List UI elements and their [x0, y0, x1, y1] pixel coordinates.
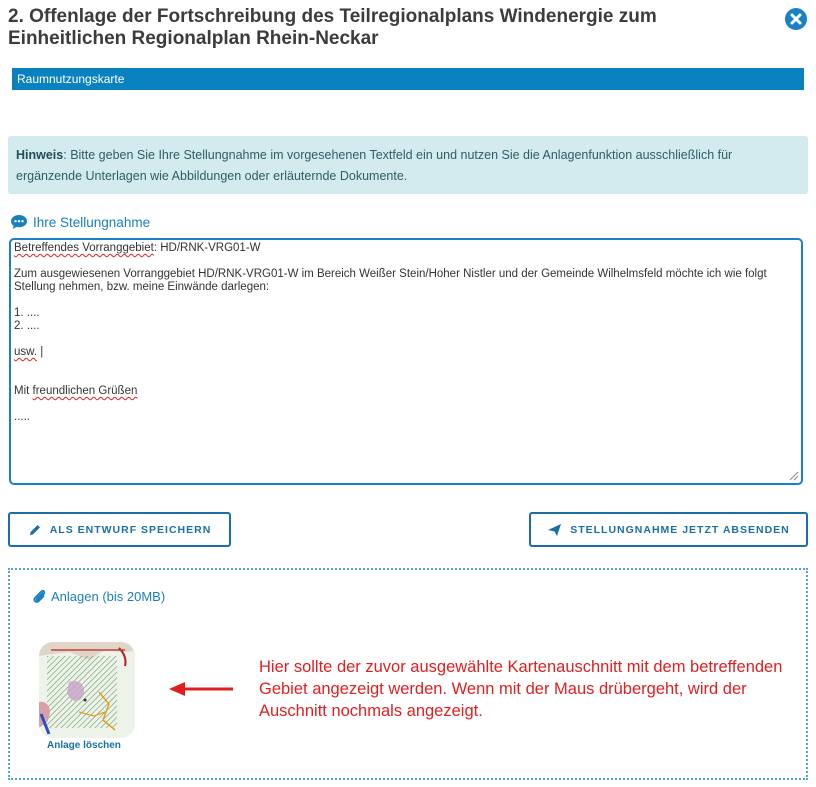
text-line-7: ..... [14, 411, 30, 423]
attachments-dropzone[interactable] [8, 568, 808, 780]
text-line-1b: : HD/RNK-VRG01-W [153, 242, 261, 254]
section-header-raumnutzungskarte[interactable]: Raumnutzungskarte [12, 68, 804, 90]
arrow-left-icon [167, 680, 237, 698]
hint-box [8, 136, 808, 194]
dialog-title-line-2: Einheitlichen Regionalplan Rhein-Neckar [8, 28, 379, 49]
attachments-label-text: Anlagen (bis 20MB) [51, 588, 166, 604]
text-line-3: 1. .... [14, 307, 40, 319]
paper-plane-icon [547, 523, 562, 537]
text-line-1a: Betreffendes Vorranggebiet [14, 242, 154, 254]
text-line-5: usw. [14, 346, 38, 358]
hint-label: Hinweis [16, 148, 64, 162]
text-line-2: Zum ausgewiesenen Vorranggebiet HD/RNK-VRG01-W im Bereich Weißer Stein/Hoher Nistler und der Gemeinde Wilhelmsfeld möchte ich wie folgt Stellung nehmen, bzw. meine Einwände darlegen: [14, 268, 770, 293]
close-icon [785, 8, 807, 30]
comment-textarea[interactable] [9, 238, 803, 485]
text-line-4: 2. .... [14, 320, 40, 332]
pencil-icon [28, 523, 42, 537]
comment-label [10, 214, 150, 230]
dialog-title [8, 6, 768, 50]
text-line-6a: Mit [14, 385, 33, 397]
text-line-6b: freundlichen Grüßen [32, 385, 138, 397]
submit-button[interactable] [529, 512, 808, 547]
annotation-note: Hier sollte der zuvor ausgewählte Kartenauschnitt mit dem betreffenden Gebiet angezeigt werden. Wenn mit der Maus drübergeht, wird der Auschnitt nochmals angezeigt. [259, 658, 783, 720]
save-draft-label: ALS ENTWURF SPEICHERN [49, 523, 212, 536]
hint-text: : Bitte geben Sie Ihre Stellungnahme im vorgesehenen Textfeld ein und nutzen Sie die Anlagenfunktion ausschließlich für ergänzende Unterlagen wie Abbildungen oder erläuternde Dokumente. [16, 148, 733, 183]
close-button[interactable] [785, 8, 807, 30]
submit-label: STELLUNGNAHME JETZT ABSENDEN [570, 523, 790, 536]
paperclip-icon [32, 588, 46, 604]
comment-text[interactable]: Betreffendes Vorranggebiet: HD/RNK-VRG01-W Zum ausgewiesenen Vorranggebiet HD/RNK-VRG01-W im Bereich Weißer Stein/Hoher Nistler und der Gemeinde Wilhelmsfeld möchte ich wie folgt Stellung nehmen, bzw. meine Einwände darlegen: 1. .... 2. .... usw. | Mit freundlichen Grüßen ..... [14, 242, 770, 423]
comment-label-text: Ihre Stellungnahme [33, 214, 151, 230]
map-thumbnail-image [39, 642, 135, 738]
dialog-title-line-1: 2. Offenlage der Fortschreibung des Teilregionalplans Windenergie zum [8, 6, 657, 27]
save-draft-button[interactable] [8, 512, 231, 547]
delete-attachment-link[interactable]: Anlage löschen [47, 740, 121, 751]
speech-bubble-icon [10, 214, 28, 230]
resize-handle-icon[interactable] [787, 469, 799, 481]
attachments-label [32, 588, 165, 604]
attachment-map-thumbnail[interactable] [39, 642, 135, 738]
